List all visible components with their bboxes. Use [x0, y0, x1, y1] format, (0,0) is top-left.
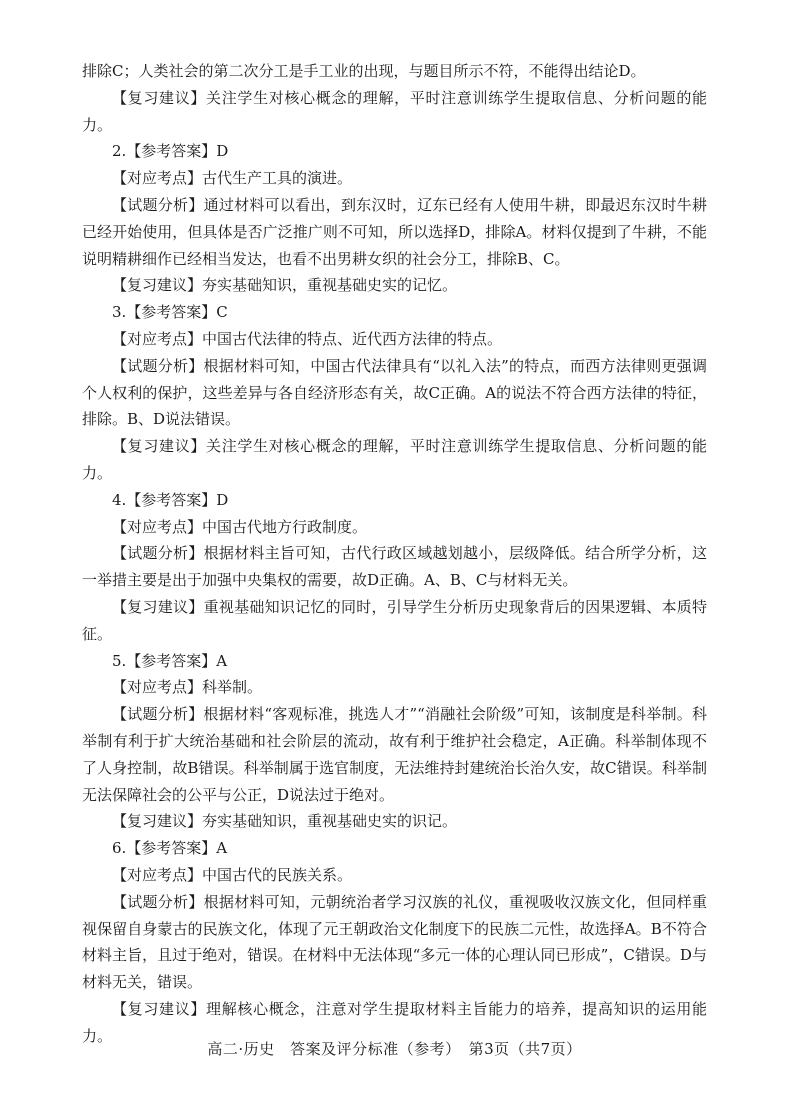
paragraph: 【对应考点】科举制。: [112, 678, 263, 697]
paragraph: 【对应考点】中国古代法律的特点、近代西方法律的特点。: [112, 329, 503, 348]
paragraph: 【试题分析】通过材料可以看出，到东汉时，辽东已经有人使用牛耕，即最迟东汉时牛耕已经开始使用，但具体是否广泛推广则不可知，所以选择D，排除A。材料仅提到了牛耕，不能说明精耕细作已经相当发达，也看不出男耕女织的社会分工，排除B、C。: [82, 195, 707, 268]
paragraph: 3.【参考答案】C: [112, 303, 228, 322]
paragraph: 【复习建议】关注学生对核心概念的理解，平时注意训练学生提取信息、分析问题的能力。: [82, 437, 707, 482]
page-footer: 高二·历史 答案及评分标准（参考） 第3页（共7页）: [207, 1040, 582, 1058]
paragraph: 【复习建议】关注学生对核心概念的理解，平时注意训练学生提取信息、分析问题的能力。: [82, 88, 707, 134]
paragraph: 【试题分析】根据材料“客观标准，挑选人才”“消融社会阶级”可知，该制度是科举制。科举制有利于扩大统治基础和社会阶层的流动，故有利于维护社会稳定，A正确。科举制体现不了人身控制，故B错误。科举制属于选官制度，无法维持封建统治长治久安，故C错误。科举制无法保障社会的公平与公正，D说法过于绝对。: [82, 705, 707, 804]
paragraph: 【试题分析】根据材料可知，元朝统治者学习汉族的礼仪，重视吸收汉族文化，但同样重视保留自身蒙古的民族文化，体现了元王朝政治文化制度下的民族二元性，故选择A。B不符合材料主旨，且过于绝对，错误。在材料中无法体现“多元一体的心理认同已形成”，C错误。D与材料无关，错误。: [82, 892, 707, 992]
document-body: [82, 58, 707, 1049]
paragraph: 6.【参考答案】A: [112, 839, 228, 858]
paragraph: 【复习建议】夯实基础知识，重视基础史实的记忆。: [112, 276, 458, 295]
paragraph: 【试题分析】根据材料主旨可知，古代行政区域越划越小，层级降低。结合所学分析，这一举措主要是出于加强中央集权的需要，故D正确。A、B、C与材料无关。: [82, 544, 707, 590]
paragraph: 【试题分析】根据材料可知，中国古代法律具有“以礼入法”的特点，而西方法律则更强调个人权利的保护，这些差异与各自经济形态有关，故C正确。A的说法不符合西方法律的特征，排除。B、D说法错误。: [82, 356, 707, 429]
paragraph: 【对应考点】中国古代地方行政制度。: [112, 517, 368, 536]
paragraph: 【复习建议】重视基础知识记忆的同时，引导学生分析历史现象背后的因果逻辑、本质特征。: [82, 597, 707, 643]
paragraph: 【复习建议】夯实基础知识，重视基础史实的识记。: [112, 812, 458, 831]
paragraph: 4.【参考答案】D: [112, 490, 229, 509]
paragraph: 5.【参考答案】A: [112, 651, 228, 670]
paragraph: 【对应考点】中国古代的民族关系。: [112, 865, 353, 884]
paragraph: 【复习建议】理解核心概念，注意对学生提取材料主旨能力的培养，提高知识的运用能力。: [82, 999, 707, 1045]
paragraph: 【对应考点】古代生产工具的演进。: [112, 169, 353, 188]
paragraph: 排除C；人类社会的第二次分工是手工业的出现，与题目所示不符，不能得出结论D。: [82, 62, 646, 80]
paragraph: 2.【参考答案】D: [112, 142, 229, 161]
